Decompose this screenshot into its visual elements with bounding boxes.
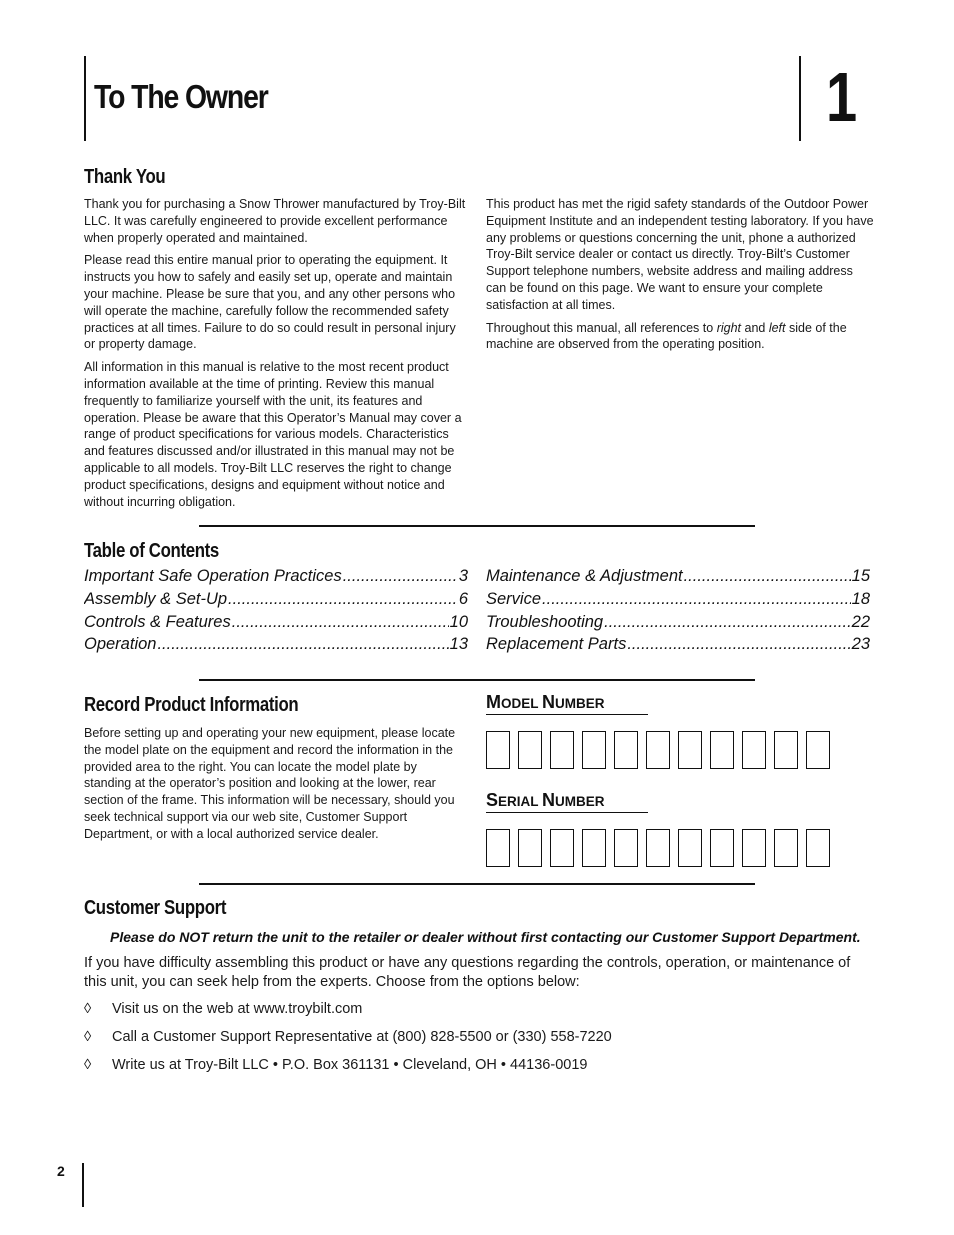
serial-digit-box[interactable] (486, 829, 510, 867)
label-cap: S (486, 790, 499, 810)
toc-leader (343, 565, 458, 588)
orientation-text: side of the machine are observed from the operating position. (486, 320, 847, 352)
record-heading: Record Product Information (84, 694, 299, 716)
toc-entry-title: Maintenance & Adjustment (486, 567, 683, 585)
serial-digit-box[interactable] (582, 829, 606, 867)
label-cap: N (542, 692, 556, 712)
toc-leader (684, 565, 851, 588)
diamond-bullet-icon: ◊ (84, 1057, 92, 1073)
toc-entry-page: 10 (449, 612, 468, 631)
orientation-paragraph (486, 320, 874, 354)
toc-entry[interactable] (486, 588, 870, 611)
toc-entry-title: Troubleshooting (486, 612, 604, 631)
page-number: 2 (57, 1163, 65, 1179)
toc-leader (542, 588, 851, 611)
serial-digit-box[interactable] (742, 829, 766, 867)
section-divider (199, 525, 755, 527)
support-option-mail (84, 1057, 587, 1073)
toc-entry-page: 6 (458, 589, 468, 608)
toc-leader (228, 588, 458, 611)
orientation-text: Throughout this manual, all references to (486, 320, 717, 335)
serial-digit-box[interactable] (518, 829, 542, 867)
support-option-text: Call a Customer Support Representative at (800) 828-5500 or (330) 558-7220 (112, 1029, 612, 1045)
model-digit-box[interactable] (582, 731, 606, 769)
model-number-label (486, 692, 648, 715)
serial-digit-box[interactable] (678, 829, 702, 867)
toc-entry[interactable] (486, 565, 870, 588)
customer-support-heading: Customer Support (84, 897, 227, 919)
support-option-phone (84, 1029, 612, 1045)
support-option-web (84, 1001, 362, 1017)
toc-entry-title: Assembly & Set-Up (84, 589, 228, 608)
support-option-text: Write us at Troy-Bilt LLC • P.O. Box 361131 • Cleveland, OH • 44136-0019 (112, 1057, 588, 1073)
toc-entry[interactable] (486, 611, 870, 634)
toc-entry-title: Operation (84, 635, 157, 654)
toc-entry[interactable] (84, 611, 468, 634)
section-divider (199, 679, 755, 681)
toc-left-column (84, 565, 468, 656)
diamond-bullet-icon: ◊ (84, 1001, 92, 1017)
toc-entry-title: Replacement Parts (486, 635, 627, 654)
toc-leader (627, 633, 850, 656)
label-small: UMBER (555, 696, 605, 711)
toc-entry[interactable] (84, 588, 468, 611)
model-digit-box[interactable] (550, 731, 574, 769)
toc-entry-page: 13 (449, 635, 468, 654)
label-small: ODEL (501, 696, 543, 711)
model-digit-box[interactable] (646, 731, 670, 769)
label-small: ERIAL (498, 794, 543, 809)
serial-digit-box[interactable] (774, 829, 798, 867)
serial-digit-box[interactable] (550, 829, 574, 867)
toc-entry-title: Controls & Features (84, 612, 231, 631)
safety-standards-paragraph: This product has met the rigid safety standards of the Outdoor Power Equipment Institute and an independent testing laboratory. If you have any problems or questions concerning the unit, phone a authorized Troy-Bilt service dealer or contact us directly. Troy-Bilt’s Customer Support telephone numbers, website address and mailing address can be found on this page. We want to ensure your complete satisfaction at all times. (486, 197, 874, 312)
toc-right-column (486, 565, 870, 656)
record-paragraph: Before setting up and operating your new equipment, please locate the model plate on the equipment and record the information in the provided area to the right. You can locate the model plate by standing at the operator’s position and looking at the lower, rear section of the frame. This information will be necessary, should you seek technical support via our web site, Customer Support Department, or with a local authorized service dealer. (84, 726, 456, 841)
model-digit-box[interactable] (774, 731, 798, 769)
model-digit-box[interactable] (486, 731, 510, 769)
toc-entry-title: Important Safe Operation Practices (84, 567, 342, 585)
section-divider (199, 883, 755, 885)
toc-entry[interactable] (84, 565, 468, 588)
page-title: To The Owner (94, 78, 268, 115)
diamond-bullet-icon: ◊ (84, 1029, 92, 1045)
thank-you-left-column (84, 196, 469, 516)
toc-entry-page: 15 (851, 567, 870, 585)
chapter-bar (799, 56, 801, 141)
toc-entry-page: 22 (851, 612, 870, 631)
toc-entry-page: 23 (851, 635, 870, 654)
toc-heading: Table of Contents (84, 540, 219, 562)
model-digit-box[interactable] (710, 731, 734, 769)
serial-digit-box[interactable] (806, 829, 830, 867)
serial-number-boxes (486, 829, 830, 867)
left-word: left (768, 320, 786, 335)
model-digit-box[interactable] (614, 731, 638, 769)
toc-leader (604, 611, 851, 634)
serial-digit-box[interactable] (710, 829, 734, 867)
support-notice: Please do NOT return the unit to the retailer or dealer without first contacting our Customer Support Department. (110, 929, 861, 945)
record-text-column (84, 725, 464, 849)
serial-number-label (486, 790, 648, 813)
label-cap: M (486, 692, 501, 712)
chapter-number: 1 (826, 58, 858, 136)
model-digit-box[interactable] (518, 731, 542, 769)
label-small: UMBER (555, 794, 605, 809)
toc-entry-title: Service (486, 589, 542, 608)
thank-you-heading: Thank You (84, 166, 166, 188)
orientation-text: and (741, 320, 769, 335)
model-digit-box[interactable] (678, 731, 702, 769)
thank-you-paragraph: Thank you for purchasing a Snow Thrower manufactured by Troy-Bilt LLC. It was carefully engineered to provide excellent performance when properly operated and maintained. (84, 197, 466, 245)
thank-you-paragraph: All information in this manual is relative to the most recent product information available at the time of printing. Review this manual frequently to familiarize yourself with the unit, its features and operation. Please be aware that this Operator’s Manual may cover a range of product specifications for various models. Characteristics and features discussed and/or illustrated in this manual may not be applicable to all models. Troy-Bilt LLC reserves the right to change product specifications, designs and equipment without notice and without incurring obligation. (84, 360, 462, 509)
right-word: right (716, 320, 742, 335)
footer-bar (82, 1163, 84, 1207)
title-left-bar (84, 56, 86, 141)
model-number-boxes (486, 731, 830, 769)
model-digit-box[interactable] (806, 731, 830, 769)
toc-entry-page: 3 (458, 567, 468, 585)
toc-entry-page: 18 (851, 589, 870, 608)
toc-entry[interactable] (84, 633, 468, 656)
serial-digit-box[interactable] (646, 829, 670, 867)
support-option-text[interactable]: Visit us on the web at www.troybilt.com (112, 1001, 363, 1017)
serial-digit-box[interactable] (614, 829, 638, 867)
thank-you-right-column (486, 196, 874, 359)
toc-leader (157, 633, 448, 656)
support-intro: If you have difficulty assembling this product or have any questions regarding the controls, operation, or maintenance of this unit, you can seek help from the experts. Choose from the options below: (84, 955, 851, 990)
thank-you-paragraph: Please read this entire manual prior to operating the equipment. It instructs you how to safely and easily set up, operate and maintain your machine. Please be sure that you, and any other persons who will operate the machine, carefully follow the recommended safety practices at all times. Failure to do so could result in personal injury or property damage. (84, 253, 456, 352)
toc-leader (232, 611, 449, 634)
label-cap: N (542, 790, 556, 810)
toc-entry[interactable] (486, 633, 870, 656)
model-digit-box[interactable] (742, 731, 766, 769)
